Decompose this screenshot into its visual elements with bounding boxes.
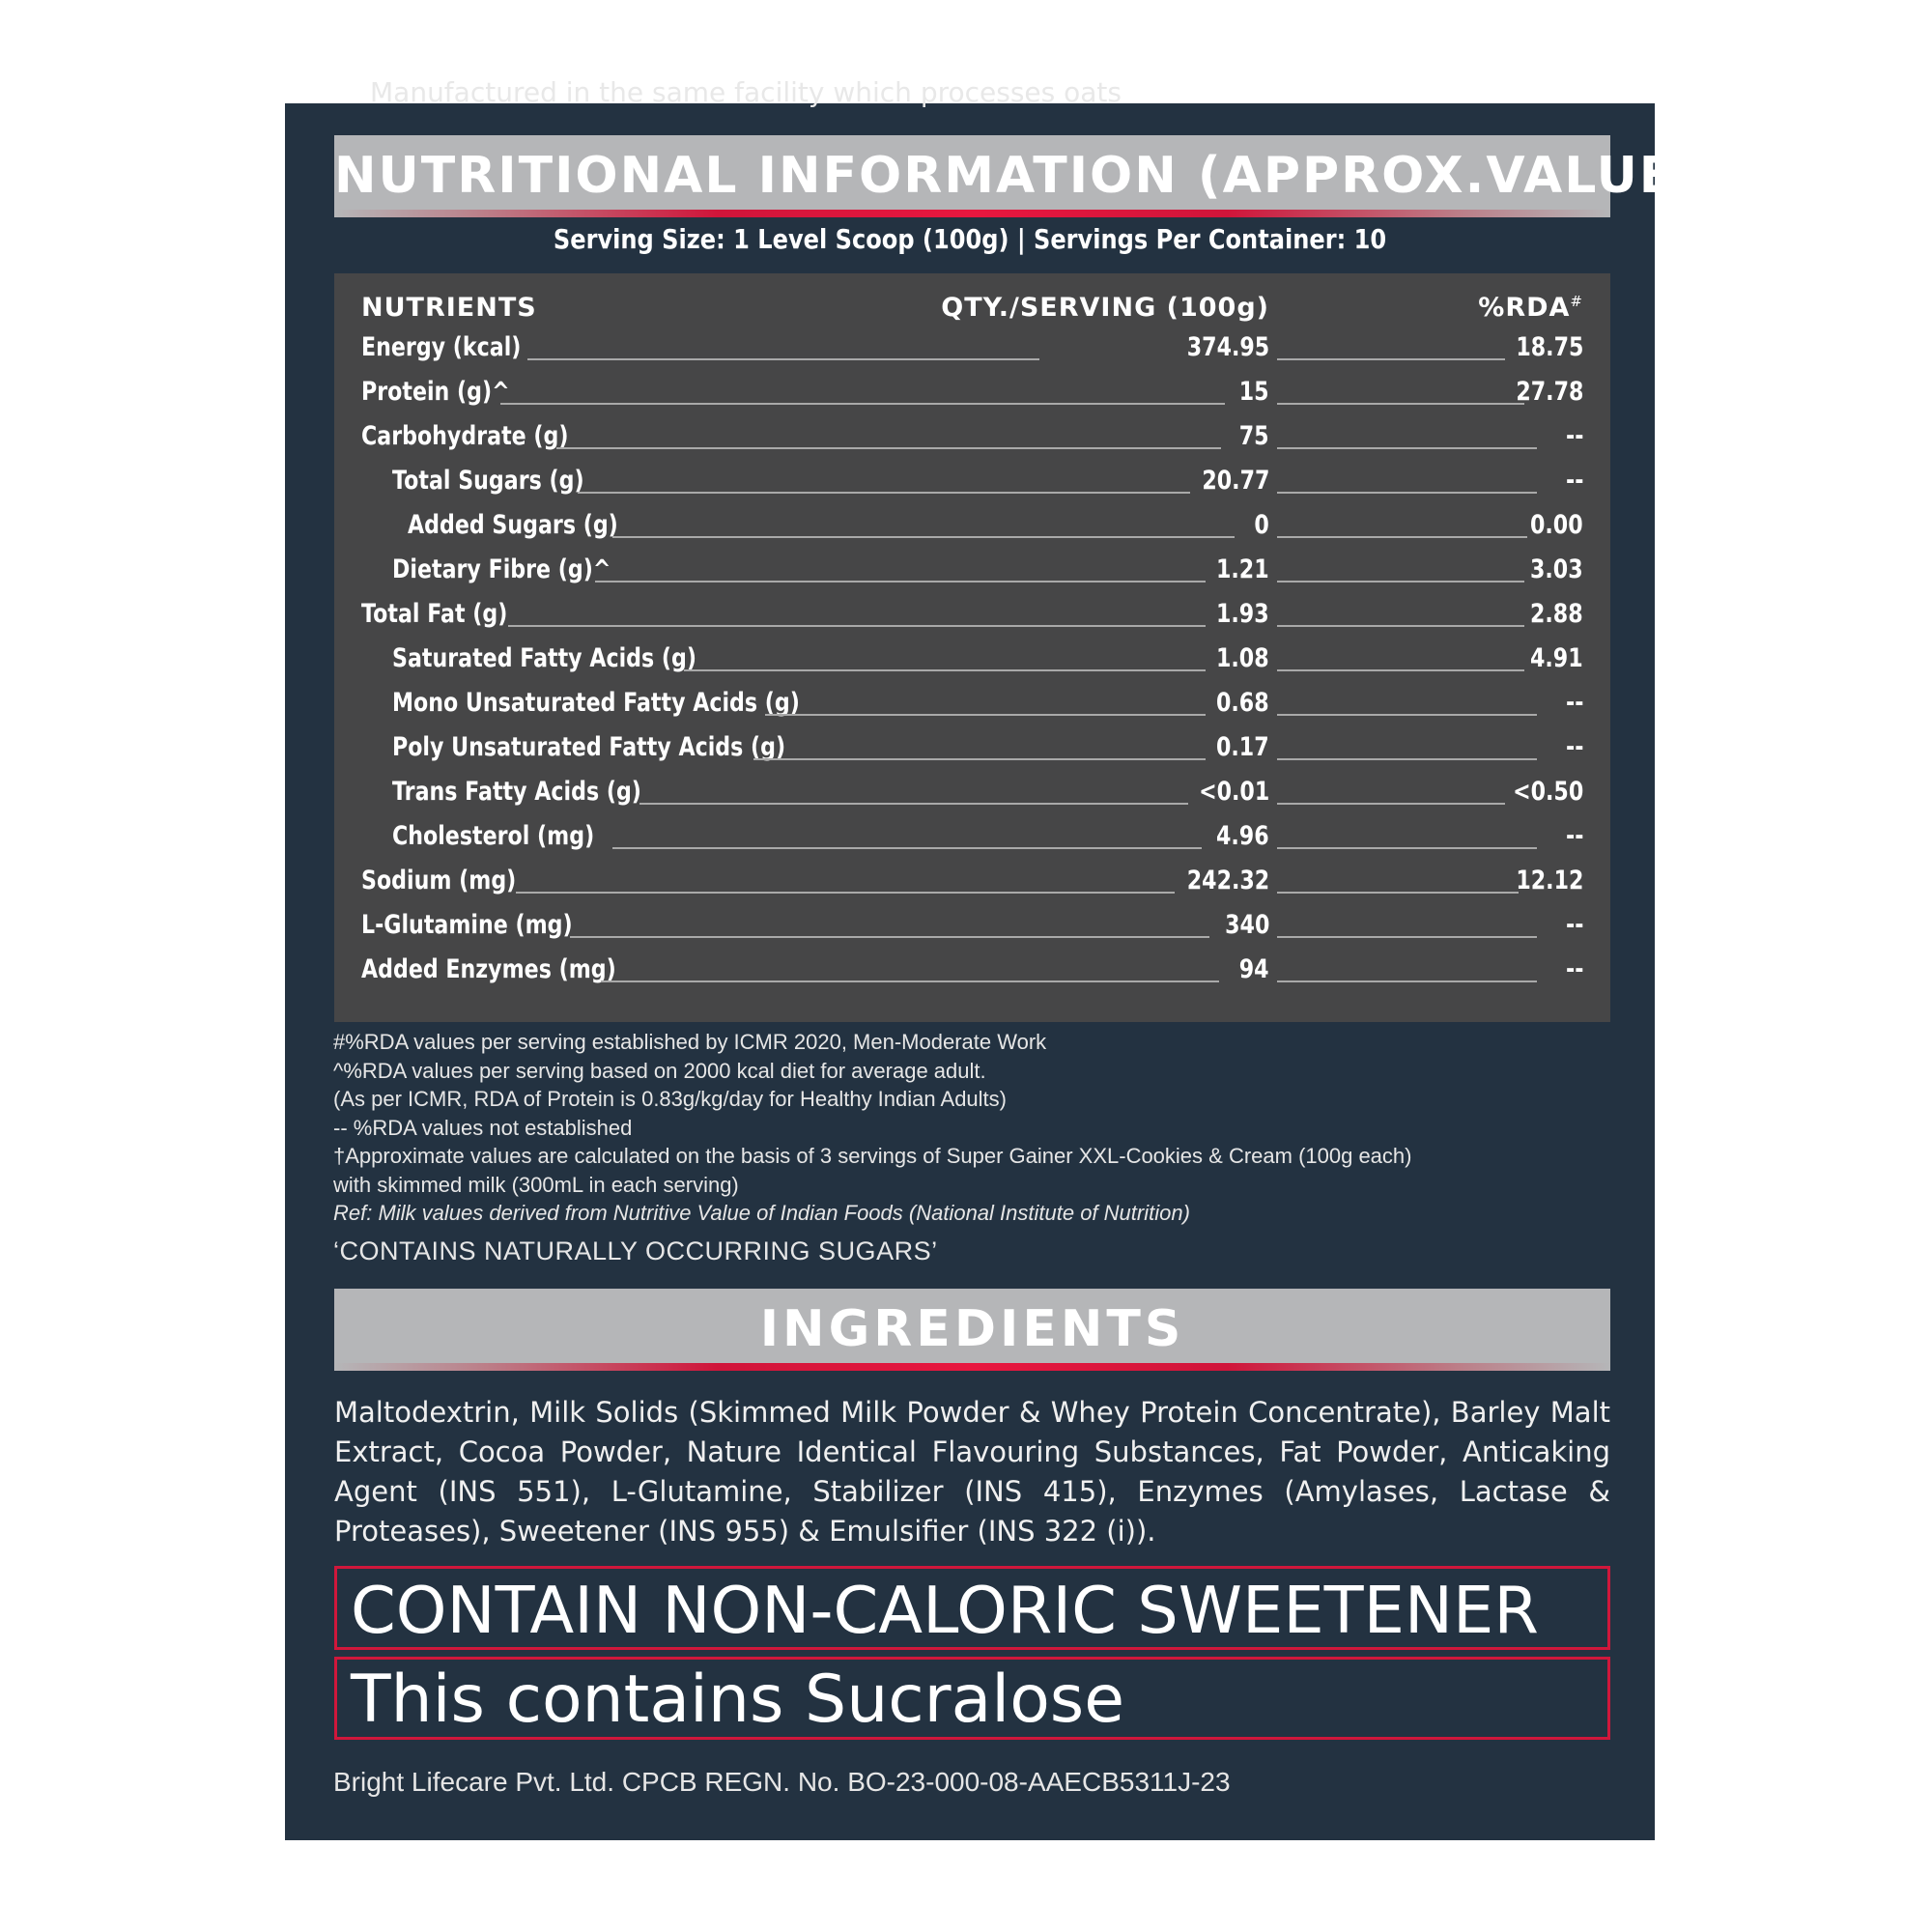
nutrient-name: Total Sugars (g) [392, 466, 584, 496]
leader-line-qty [753, 758, 1206, 760]
header-rda-mark: # [1570, 293, 1583, 310]
nutrient-row [334, 417, 1610, 462]
non-caloric-warning: CONTAIN NON-CALORIC SWEETENER [351, 1573, 1539, 1648]
nutrient-qty: 0 [1254, 510, 1269, 540]
leader-line-qty [765, 714, 1206, 716]
nutrient-row [334, 951, 1610, 995]
nutrition-table [334, 273, 1610, 1022]
leader-line-rda [1277, 581, 1524, 582]
nutrient-rda: -- [1565, 421, 1583, 451]
leader-line-qty [527, 358, 1039, 360]
header-rda-label: %RDA [1478, 293, 1571, 323]
nutrient-name: Carbohydrate (g) [361, 421, 569, 451]
title-red-underline [334, 210, 1610, 217]
ingredients-title-band [334, 1289, 1610, 1371]
nutrient-name: L-Glutamine (mg) [361, 910, 573, 940]
non-caloric-warning-box [334, 1566, 1610, 1650]
ingredients-red-underline [334, 1363, 1610, 1371]
nutrient-name: Dietary Fibre (g)^ [392, 554, 611, 584]
nutrient-qty: 4.96 [1216, 821, 1269, 851]
nutrient-row [334, 817, 1610, 862]
leader-line-qty [578, 492, 1190, 494]
sucralose-warning-box [334, 1657, 1610, 1740]
nutrient-row [334, 906, 1610, 951]
nutrient-qty: 1.93 [1216, 599, 1269, 629]
leader-line-rda [1277, 669, 1524, 671]
leader-line-qty [595, 581, 1206, 582]
nutrient-qty: 374.95 [1186, 332, 1269, 362]
nutrient-row [334, 551, 1610, 595]
leader-line-rda [1277, 403, 1524, 405]
nutrient-name: Cholesterol (mg) [392, 821, 595, 851]
header-nutrients: NUTRIENTS [361, 293, 537, 323]
nutrient-qty: 75 [1239, 421, 1269, 451]
nutrient-row [334, 506, 1610, 551]
leader-line-rda [1277, 536, 1527, 538]
leader-line-rda [1277, 758, 1537, 760]
leader-line-rda [1277, 936, 1537, 938]
registration-footer: Bright Lifecare Pvt. Ltd. CPCB REGN. No. BO-23-000-08-AAECB5311J-23 [333, 1767, 1231, 1797]
nutrient-row [334, 328, 1610, 373]
top-partial-text: Manufactured in the same facility which processes oats [370, 76, 1122, 108]
nutrient-row [334, 373, 1610, 417]
footnote: -- %RDA values not established [333, 1115, 633, 1140]
nutrient-qty: <0.01 [1198, 777, 1269, 807]
nutrient-rda: -- [1565, 954, 1583, 984]
nutrient-rda: 18.75 [1515, 332, 1583, 362]
leader-line-qty [684, 669, 1206, 671]
ingredients-text: Maltodextrin, Milk Solids (Skimmed Milk Powder & Whey Protein Concentrate), Barley Malt Extract, Cocoa Powder, Nature Identical Flavouring Substances, Fat Powder, Anticaking Agent (INS 551), L-Glutamine, Stabilizer (INS 415), Enzymes (Amylases, Lactase & Proteases), Sweetener (INS 955) & Emulsifier (INS 322 (i)). [334, 1396, 1610, 1548]
leader-line-rda [1277, 714, 1537, 716]
footnotes [333, 1028, 1589, 1228]
footnote: †Approximate values are calculated on the basis of 3 servings of Super Gainer XXL-Cookies & Cream (100g each) [333, 1144, 1412, 1168]
nutrient-row [334, 773, 1610, 817]
nutrient-qty: 0.68 [1216, 688, 1269, 718]
leader-line-rda [1277, 803, 1505, 805]
nutrient-name: Sodium (mg) [361, 866, 517, 895]
nutrient-name: Added Sugars (g) [408, 510, 618, 540]
footnote: with skimmed milk (300mL in each serving) [333, 1172, 739, 1197]
leader-line-rda [1277, 492, 1537, 494]
serving-line: Serving Size: 1 Level Scoop (100g) | Servings Per Container: 10 [553, 223, 1387, 255]
nutrient-rda: 4.91 [1530, 643, 1583, 673]
nutrient-row [334, 595, 1610, 639]
nutrient-row [334, 639, 1610, 684]
nutrient-row [334, 728, 1610, 773]
footnote: ^%RDA values per serving based on 2000 kcal diet for average adult. [333, 1058, 986, 1083]
nutrient-qty: 242.32 [1186, 866, 1269, 895]
nutrient-name: Trans Fatty Acids (g) [392, 777, 641, 807]
nutrient-qty: 1.21 [1216, 554, 1269, 584]
nutrition-title-band [334, 135, 1761, 217]
nutrient-rda: -- [1565, 466, 1583, 496]
nutrient-qty: 1.08 [1216, 643, 1269, 673]
nutrient-rda: 3.03 [1530, 554, 1583, 584]
nutrition-title: NUTRITIONAL INFORMATION (APPROX.VALUES): [334, 147, 1761, 205]
leader-line-qty [516, 892, 1175, 894]
leader-line-qty [639, 803, 1188, 805]
nutrient-rda: -- [1565, 732, 1583, 762]
nutrient-rda: -- [1565, 910, 1583, 940]
header-qty: QTY./SERVING (100g) [941, 293, 1269, 323]
nutrient-name: Energy (kcal) [361, 332, 522, 362]
natural-sugars-statement: ‘CONTAINS NATURALLY OCCURRING SUGARS’ [333, 1236, 938, 1265]
nutrient-name: Added Enzymes (mg) [361, 954, 616, 984]
nutrient-rda: 12.12 [1515, 866, 1583, 895]
nutrient-name: Protein (g)^ [361, 377, 510, 407]
nutrient-name: Total Fat (g) [361, 599, 508, 629]
nutrient-rda: 0.00 [1530, 510, 1583, 540]
nutrient-row [334, 684, 1610, 728]
nutrient-rda: -- [1565, 688, 1583, 718]
nutrient-qty: 0.17 [1216, 732, 1269, 762]
leader-line-rda [1277, 447, 1537, 449]
nutrition-label-panel [285, 76, 1761, 1840]
nutrient-qty: 340 [1224, 910, 1269, 940]
nutrient-qty: 15 [1239, 377, 1269, 407]
leader-line-rda [1277, 358, 1505, 360]
leader-line-rda [1277, 625, 1524, 627]
leader-line-qty [612, 536, 1235, 538]
header-rda [1478, 293, 1583, 323]
leader-line-qty [601, 980, 1219, 982]
leader-line-qty [570, 936, 1209, 938]
nutrient-name: Poly Unsaturated Fatty Acids (g) [392, 732, 786, 762]
footnote: (As per ICMR, RDA of Protein is 0.83g/kg/day for Healthy Indian Adults) [333, 1087, 1007, 1111]
leader-line-qty [500, 403, 1225, 405]
nutrient-name: Saturated Fatty Acids (g) [392, 643, 696, 673]
nutrient-rda: 27.78 [1515, 377, 1583, 407]
nutrient-row [334, 862, 1610, 906]
nutrient-row [334, 462, 1610, 506]
leader-line-rda [1277, 847, 1537, 849]
leader-line-rda [1277, 892, 1519, 894]
leader-line-qty [556, 447, 1221, 449]
nutrient-qty: 20.77 [1201, 466, 1269, 496]
nutrient-rda: 2.88 [1530, 599, 1583, 629]
footnote: #%RDA values per serving established by ICMR 2020, Men-Moderate Work [333, 1030, 1047, 1054]
sucralose-warning: This contains Sucralose [351, 1662, 1125, 1738]
leader-line-qty [508, 625, 1206, 627]
ingredients-title: INGREDIENTS [759, 1300, 1185, 1358]
nutrient-rda: <0.50 [1512, 777, 1583, 807]
nutrient-qty: 94 [1239, 954, 1269, 984]
nutrient-rda: -- [1565, 821, 1583, 851]
footnote-reference: Ref: Milk values derived from Nutritive Value of Indian Foods (National Institute of Nutrition) [333, 1201, 1190, 1225]
leader-line-qty [612, 847, 1202, 849]
nutrient-name: Mono Unsaturated Fatty Acids (g) [392, 688, 800, 718]
leader-line-rda [1277, 980, 1537, 982]
